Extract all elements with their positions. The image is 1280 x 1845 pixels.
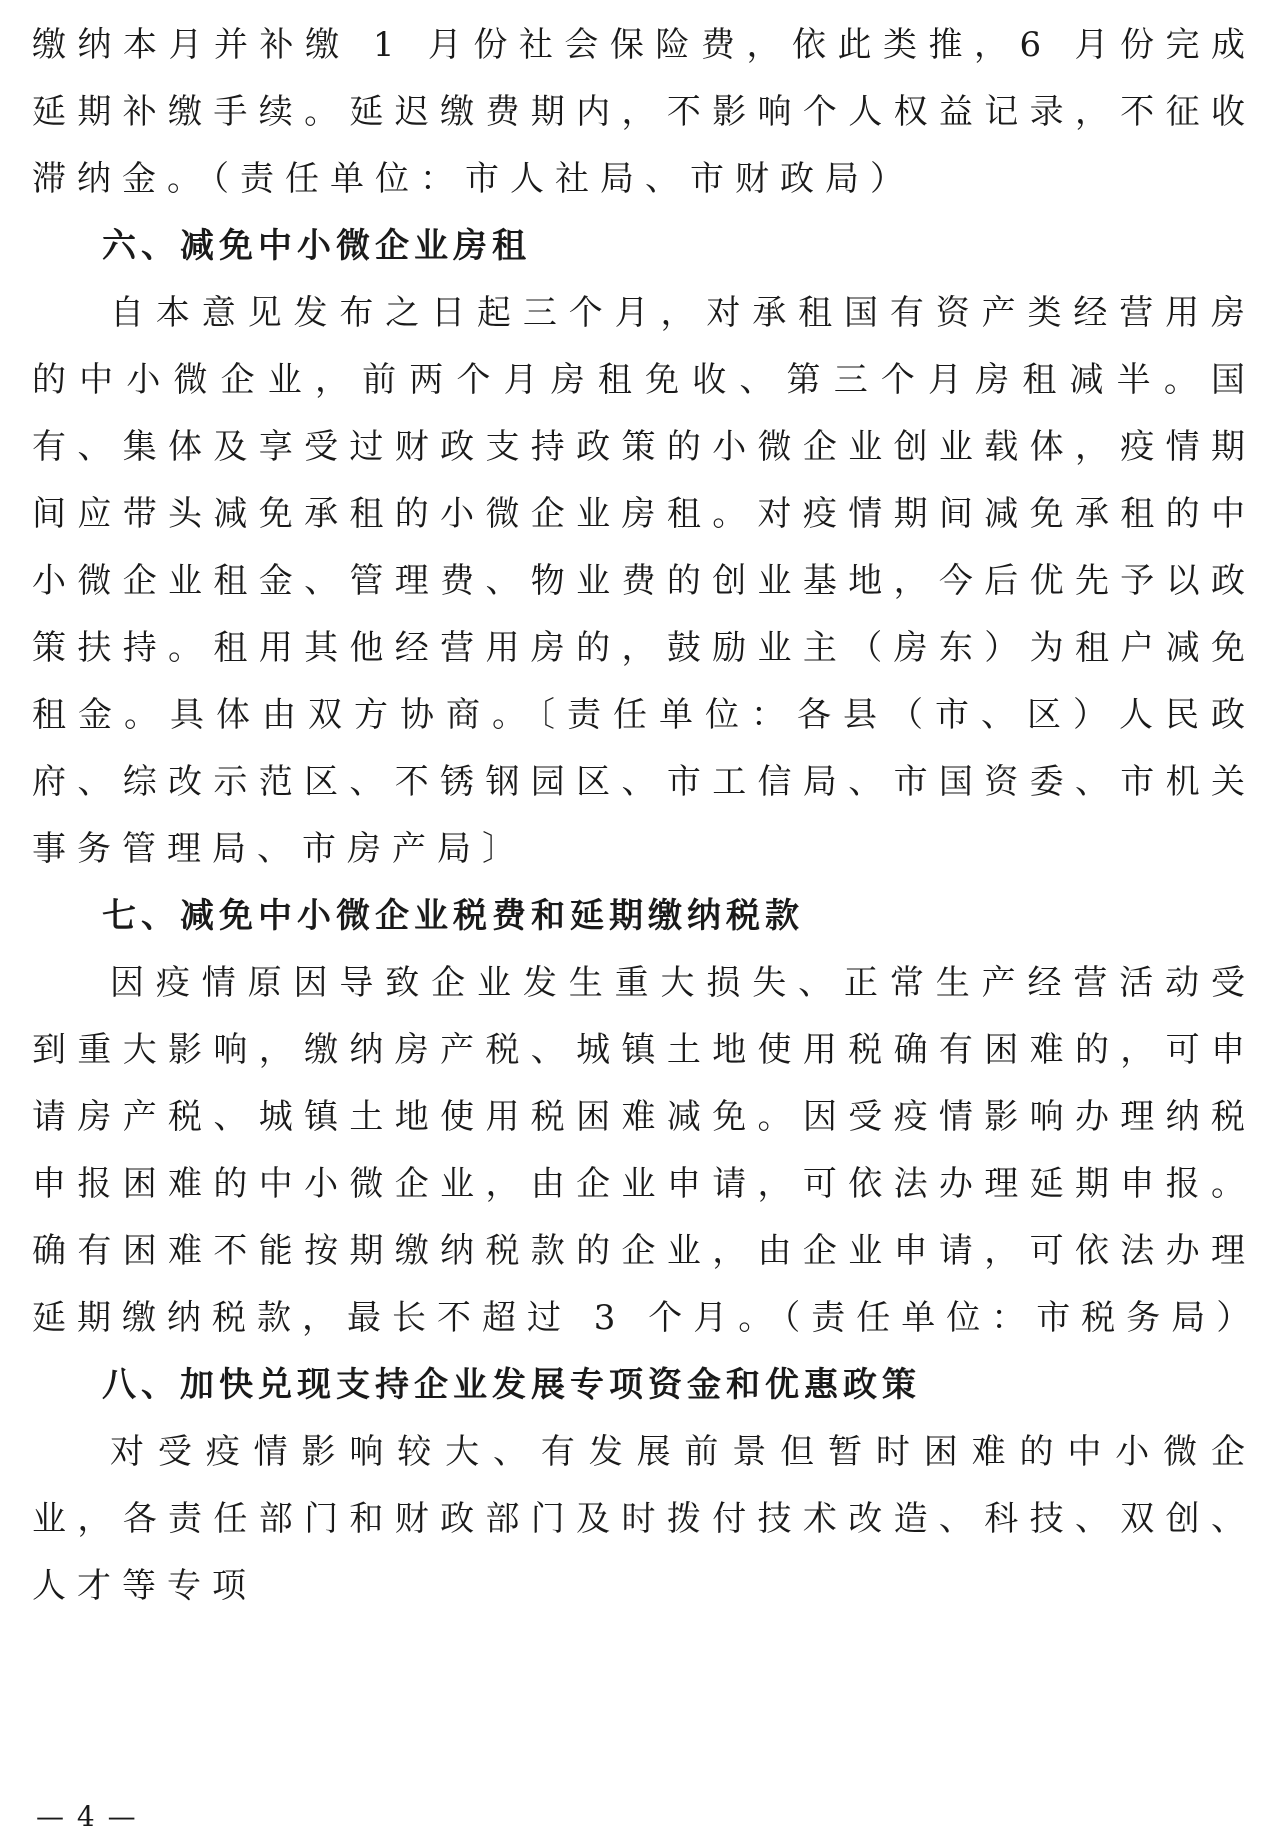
section-heading-6: 六、减免中小微企业房租	[102, 226, 531, 266]
paragraph-rent-reduction: 自本意见发布之日起三个月，对承租国有资产类经营用房的中小微企业，前两个月房租免收、第三个月房租减半。国有、集体及享受过财政支持政策的小微企业创业载体，疫情期间应带头减免承租的小微企业房租。对疫情期间减免承租的中小微企业租金、管理费、物业费的创业基地，今后优先予以政策扶持。租用其他经营用房的，鼓励业主（房东）为租户减免租金。具体由双方协商。〔责任单位：各县（市、区）人民政府、综改示范区、不锈钢园区、市工信局、市国资委、市机关事务管理局、市房产局〕	[32, 293, 1256, 869]
paragraph-special-funds: 对受疫情影响较大、有发展前景但暂时困难的中小微企业，各责任部门和财政部门及时拨付技术改造、科技、双创、人才等专项	[32, 1432, 1256, 1606]
section-heading-8: 八、加快兑现支持企业发展专项资金和优惠政策	[102, 1365, 921, 1405]
paragraph-social-insurance-continued: 缴纳本月并补缴 1 月份社会保险费，依此类推，6 月份完成延期补缴手续。延迟缴费期内，不影响个人权益记录，不征收滞纳金。（责任单位：市人社局、市财政局）	[32, 25, 1256, 199]
document-page	[32, 0, 1262, 1620]
paragraph-tax-relief: 因疫情原因导致企业发生重大损失、正常生产经营活动受到重大影响，缴纳房产税、城镇土地使用税确有困难的，可申请房产税、城镇土地使用税困难减免。因受疫情影响办理纳税申报困难的中小微企业，由企业申请，可依法办理延期申报。确有困难不能按期缴纳税款的企业，由企业申请，可依法办理延期缴纳税款，最长不超过 3 个月。（责任单位：市税务局）	[32, 963, 1262, 1338]
section-heading-7: 七、减免中小微企业税费和延期缴纳税款	[102, 896, 804, 936]
page-number: — 4 —	[36, 1800, 138, 1833]
